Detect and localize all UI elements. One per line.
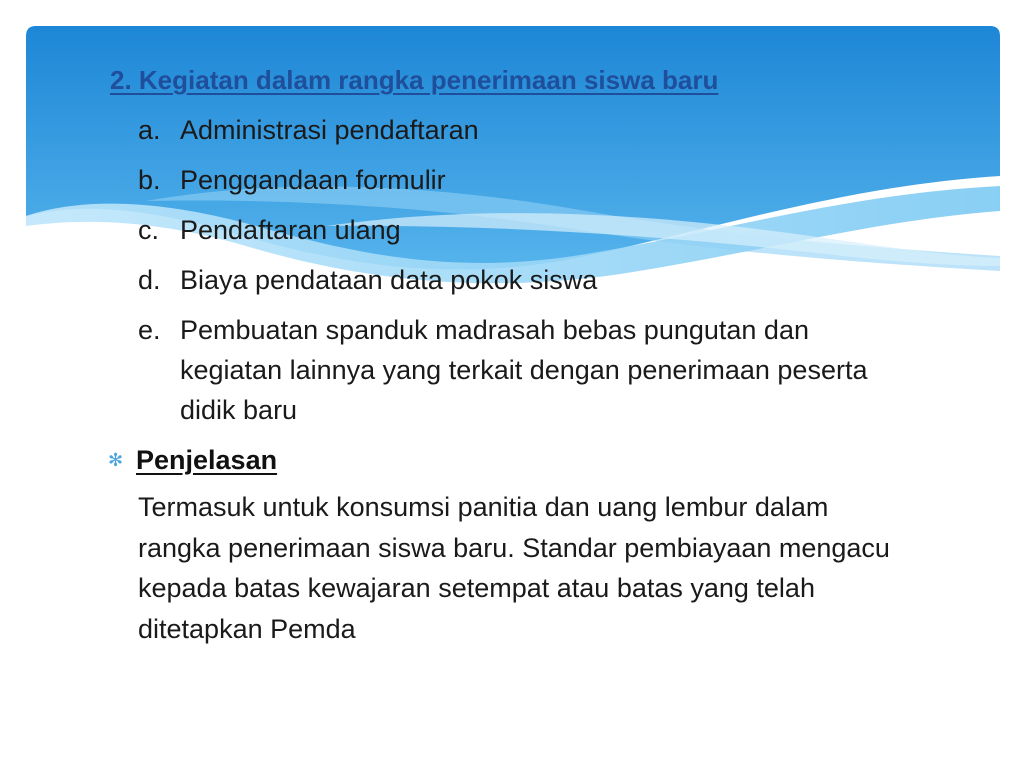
explanation-body: Termasuk untuk konsumsi panitia dan uang lembur dalam rangka penerimaan siswa baru. Standar pembiayaan mengacu kepada batas kewajaran setempat atau batas yang telah ditetapkan Pemda — [138, 492, 890, 644]
explanation-header — [108, 440, 277, 480]
list-item-letter: e. — [138, 315, 161, 345]
slide-heading: 2. Kegiatan dalam rangka penerimaan siswa baru — [110, 65, 719, 95]
list-item-text: Pendaftaran ulang — [180, 215, 401, 245]
list-item-text: Pembuatan spanduk madrasah bebas pungutan dan kegiatan lainnya yang terkait dengan penerimaan peserta didik baru — [180, 315, 868, 425]
activity-list — [138, 110, 898, 440]
list-item-text: Administrasi pendaftaran — [180, 115, 479, 145]
list-item-letter: b. — [138, 165, 161, 195]
list-item — [138, 160, 898, 200]
list-item-text: Biaya pendataan data pokok siswa — [180, 265, 598, 295]
list-item — [138, 260, 898, 300]
explanation-title: Penjelasan — [136, 445, 278, 475]
list-item-text: Penggandaan formulir — [180, 165, 446, 195]
list-item — [138, 210, 898, 250]
list-item-letter: c. — [138, 215, 160, 245]
asterisk-bullet-icon: ✻ — [108, 450, 124, 470]
list-item — [138, 110, 898, 150]
list-item — [138, 310, 898, 430]
list-item-letter: a. — [138, 115, 161, 145]
list-item-letter: d. — [138, 265, 161, 295]
